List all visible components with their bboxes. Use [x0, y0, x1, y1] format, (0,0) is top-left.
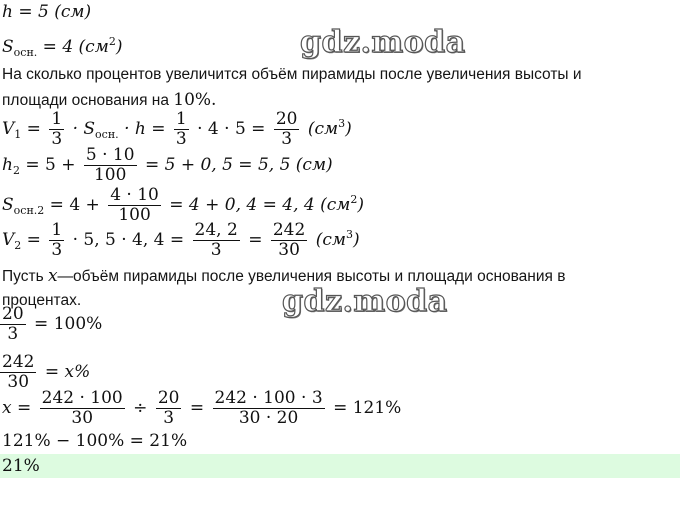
proportion-line-2: [0, 353, 90, 392]
v2-product: · 5, 5 · 4, 4 =: [72, 230, 190, 250]
given-base-area: [2, 35, 122, 59]
h2-symbol: h: [2, 155, 13, 175]
s2-sum: = 4 +: [44, 195, 106, 215]
let-x-line-1: [2, 266, 565, 286]
fraction-numerator: 1: [51, 109, 63, 129]
v1-unit: (см: [307, 119, 339, 139]
s2-unit-power: 2: [350, 193, 358, 206]
let-x-variable: x: [47, 266, 58, 286]
fraction-numerator: 1: [175, 109, 187, 129]
percent-difference: 121% − 100% = 21%: [2, 431, 188, 451]
v2-unit-power: 3: [345, 228, 353, 241]
v1-product: · 4 · 5 =: [197, 119, 271, 139]
v2-unit-close: ): [352, 230, 360, 250]
fraction-denominator: 3: [7, 324, 19, 344]
proportion-1-fraction: [0, 305, 26, 344]
fraction-denominator: 3: [281, 129, 293, 149]
proportion-line-1: [0, 305, 102, 344]
v1-result-fraction: [274, 110, 300, 149]
watermark-middle: gdz.moda: [282, 284, 448, 319]
v2-equals-2: =: [248, 230, 268, 250]
v1-unit-close: ): [345, 119, 352, 139]
question-line-2-text: площади основания на: [2, 92, 174, 109]
given-height-text: h = 5 (см): [2, 2, 92, 22]
s2-subscript: осн.2: [13, 204, 45, 217]
given-height: [2, 2, 91, 22]
fraction-denominator: 3: [51, 129, 63, 149]
v2-fraction-one-third: [49, 221, 64, 260]
question-line-2: [2, 90, 216, 110]
fraction-numerator: 5 · 10: [85, 145, 135, 165]
v1-area-subscript: осн.: [95, 128, 119, 141]
proportion-2-fraction: [0, 353, 36, 392]
v1-subscript: 1: [14, 128, 22, 141]
v2-unit: (см: [315, 230, 346, 250]
fraction-numerator: 242 · 100: [41, 388, 123, 408]
x-lhs: x =: [2, 398, 37, 418]
fraction-denominator: 3: [51, 240, 63, 260]
v2-fraction-intermediate: [193, 221, 240, 260]
h2-fraction: [84, 146, 137, 185]
v2-result-fraction: [271, 221, 307, 260]
v1-fraction-one-third: [49, 110, 64, 149]
fraction-numerator: 242: [272, 220, 306, 240]
base-area-close: ): [115, 37, 123, 57]
fraction-numerator: 20: [2, 304, 24, 324]
s2-fraction: [108, 186, 161, 225]
v1-fraction-one-third-2: [174, 110, 189, 149]
s2-unit-close: ): [357, 195, 365, 215]
v1-height-term: · h =: [118, 119, 171, 139]
let-x-prefix: Пусть: [2, 268, 48, 285]
x-fraction-3: [213, 389, 325, 428]
fraction-numerator: 20: [275, 109, 298, 129]
volume-1-formula: [2, 110, 352, 149]
answer-value: 21%: [2, 456, 40, 476]
fraction-denominator: 30 · 20: [238, 408, 299, 428]
v2-subscript: 2: [14, 239, 22, 252]
v1-area-symbol: · S: [72, 119, 96, 139]
v1-unit-power: 3: [338, 117, 346, 130]
let-x-description: —объём пирамиды после увеличения высоты и площади основания в: [57, 268, 566, 285]
base-area-symbol: S: [2, 37, 14, 57]
x-computation: [2, 389, 401, 428]
base-area-unit-power: 2: [108, 35, 116, 48]
fraction-denominator: 3: [163, 408, 175, 428]
fraction-denominator: 30: [278, 240, 300, 260]
fraction-numerator: 4 · 10: [110, 185, 159, 205]
proportion-2-value: = x%: [44, 362, 91, 382]
fraction-numerator: 242 · 100 · 3: [214, 388, 323, 408]
s2-result: = 4 + 0, 4 = 4, 4 (см: [169, 195, 351, 215]
h2-subscript: 2: [12, 164, 20, 177]
fraction-numerator: 20: [157, 388, 180, 408]
x-fraction-2: [156, 389, 182, 428]
fraction-denominator: 3: [210, 240, 222, 260]
let-x-line-2: процентах.: [2, 292, 82, 309]
fraction-denominator: 3: [175, 129, 187, 149]
fraction-numerator: 242: [2, 352, 35, 372]
question-percent: 10%.: [173, 90, 217, 110]
x-division-sign: ÷: [133, 398, 153, 418]
x-equals: =: [189, 398, 210, 418]
fraction-numerator: 24, 2: [194, 220, 238, 240]
base-area-value: = 4 (см: [37, 37, 109, 57]
v2-symbol: V: [2, 230, 15, 250]
fraction-denominator: 30: [71, 408, 94, 428]
x-result: = 121%: [333, 398, 402, 418]
answer-box: [0, 454, 680, 478]
v1-equals: =: [21, 119, 47, 139]
x-fraction-1: [40, 389, 125, 428]
height-2-formula: [2, 146, 333, 185]
fraction-denominator: 100: [118, 205, 151, 225]
proportion-1-value: = 100%: [34, 314, 103, 334]
watermark-top: gdz.moda: [300, 25, 466, 60]
fraction-numerator: 1: [51, 220, 63, 240]
v1-symbol: V: [2, 119, 15, 139]
v2-equals: =: [21, 230, 47, 250]
s2-symbol: S: [2, 195, 14, 215]
h2-result: = 5 + 0, 5 = 5, 5 (см): [144, 155, 333, 175]
h2-sum: = 5 +: [19, 155, 81, 175]
question-line-1: На сколько процентов увеличится объём пирамиды после увеличения высоты и: [2, 66, 582, 83]
volume-2-formula: [2, 221, 360, 260]
fraction-denominator: 100: [93, 165, 127, 185]
fraction-denominator: 30: [7, 372, 30, 392]
base-area-subscript: осн.: [13, 46, 38, 59]
